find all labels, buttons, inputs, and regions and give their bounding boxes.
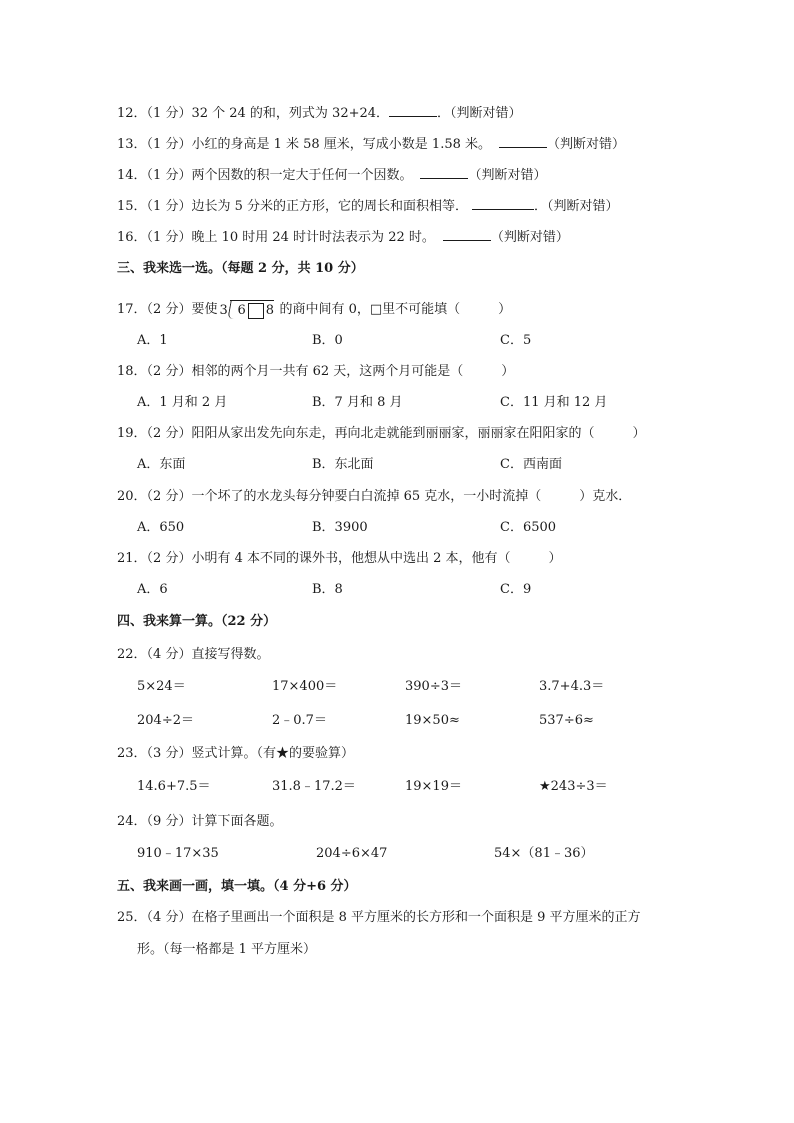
question-12 [117,103,522,124]
question-21 [117,549,562,569]
q22-expr-5: 204÷2＝ [137,713,194,728]
question-22-title: 22．（4 分）直接写得数。 [117,647,270,662]
q22-expr-8: 537÷6≈ [539,713,594,728]
q19-option-a[interactable]: A．东面 [137,457,186,472]
q22-expr-7: 19×50≈ [405,713,460,728]
missing-digit-box[interactable] [248,303,264,319]
question-13-suffix: （判断对错） [547,137,626,152]
question-19 [117,424,645,444]
q18-option-c[interactable]: C．11 月和 12 月 [500,395,608,410]
section-5-heading: 五、我来画一画，填一填。（4 分+6 分） [117,879,357,894]
question-20-suffix: ）克水． [579,489,632,504]
q18-option-a[interactable]: A．1 月和 2 月 [137,395,228,410]
q23-expr-3: 19×19＝ [405,779,462,794]
question-15-text: 15．（1 分）边长为 5 分米的正方形，它的周长和面积相等． [117,199,468,214]
q21-option-a[interactable]: A．6 [137,582,168,597]
q19-option-b[interactable]: B．东北面 [312,457,374,472]
question-21-text: 21．（2 分）小明有 4 本不同的课外书，他想从中选出 2 本，他有（ [117,551,511,566]
question-16 [117,227,569,248]
question-12-suffix: ．（判断对错） [437,106,522,121]
question-20-text: 20．（2 分）一个坏了的水龙头每分钟要白白流掉 65 克水，一小时流掉（ [117,489,542,504]
q20-option-a[interactable]: A．650 [137,520,185,535]
question-14-text: 14．（1 分）两个因数的积一定大于任何一个因数。 [117,168,413,183]
question-15-suffix: ．（判断对错） [533,199,619,214]
question-18 [117,362,514,382]
q24-expr-3: 54×（81﹣36） [494,846,594,861]
q23-expr-2: 31.8﹣17.2＝ [272,779,356,794]
q21-option-b[interactable]: B．8 [312,582,343,597]
question-12-text: 12．（1 分）32 个 24 的和，列式为 32+24． [117,106,390,121]
question-19-text: 19．（2 分）阳阳从家出发先向东走，再向北走就能到丽丽家，丽丽家在阳阳家的（ [117,426,595,441]
q23-expr-1: 14.6+7.5＝ [137,779,211,794]
q20-option-b[interactable]: B．3900 [312,520,368,535]
answer-blank-13[interactable] [499,134,547,148]
question-18-text: 18．（2 分）相邻的两个月一共有 62 天，这两个月可能是（ [117,364,464,379]
q22-expr-3: 390÷3＝ [405,679,462,694]
q24-expr-1: 910﹣17×35 [137,846,219,861]
question-25-line-2: 形。（每一格都是 1 平方厘米） [137,942,317,957]
question-24-title: 24．（9 分）计算下面各题。 [117,814,283,829]
question-14 [117,165,546,186]
q19-option-c[interactable]: C．西南面 [500,457,562,472]
question-17-close: ） [498,302,512,317]
q17-option-c[interactable]: C．5 [500,333,532,348]
question-16-suffix: （判断对错） [490,230,569,245]
section-3-heading: 三、我来选一选。（每题 2 分，共 10 分） [117,261,364,276]
question-17 [117,299,511,321]
answer-blank-12[interactable] [389,103,437,117]
q17-option-a[interactable]: A．1 [137,333,168,348]
q22-expr-1: 5×24＝ [137,679,186,694]
question-17-text: 17．（2 分）要使 [117,302,218,317]
dividend-digit-1: 6 [237,302,246,318]
q24-expr-2: 204÷6×47 [316,846,388,861]
divisor: 3 [219,302,228,318]
question-19-close: ） [632,426,646,441]
question-13-text: 13．（1 分）小红的身高是 1 米 58 厘米，写成小数是 1.58 米。 [117,137,491,152]
answer-blank-14[interactable] [420,165,468,179]
q20-option-c[interactable]: C．6500 [500,520,557,535]
q21-option-c[interactable]: C．9 [500,582,532,597]
question-18-close: ） [501,364,515,379]
question-25-line-1: 25．（4 分）在格子里画出一个面积是 8 平方厘米的长方形和一个面积是 9 平方厘米的正方 [117,910,641,925]
answer-blank-15[interactable] [472,196,534,210]
question-20 [117,487,631,507]
long-division-figure [219,300,277,320]
answer-blank-16[interactable] [443,227,491,241]
question-21-close: ） [548,551,562,566]
question-13 [117,134,625,155]
q17-option-b[interactable]: B．0 [312,333,343,348]
question-15 [117,196,619,217]
q22-expr-4: 3.7+4.3＝ [539,679,605,694]
q23-expr-4: ★243÷3＝ [539,779,608,794]
q22-expr-6: 2﹣0.7＝ [272,713,327,728]
dividend-digit-3: 8 [265,302,275,318]
dividend [237,300,274,322]
question-23-title: 23．（3 分）竖式计算。（有★的要验算） [117,746,354,761]
q22-expr-2: 17×400＝ [272,679,338,694]
q18-option-b[interactable]: B．7 月和 8 月 [312,395,403,410]
question-17-suffix: 的商中间有 0，□里不可能填（ [279,302,461,317]
question-16-text: 16．（1 分）晚上 10 时用 24 时计时法表示为 22 时。 [117,230,435,245]
question-14-suffix: （判断对错） [468,168,547,183]
section-4-heading: 四、我来算一算。（22 分） [117,614,277,629]
